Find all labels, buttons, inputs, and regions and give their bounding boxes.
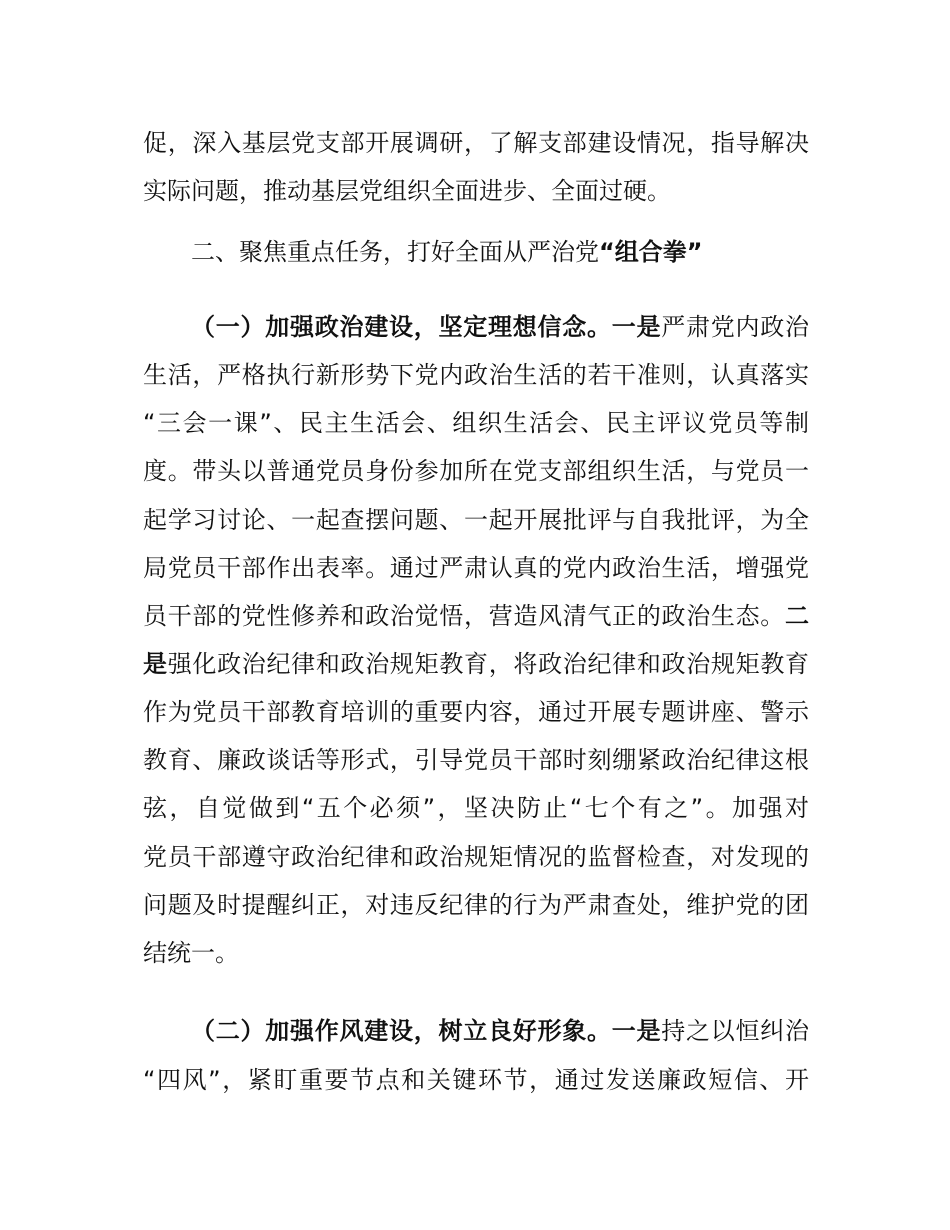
section-heading [191, 235, 809, 269]
paragraph-line: 问题及时提醒纠正，对违反纪律的行为严肃查处，维护党的团 [143, 891, 809, 919]
paragraph-text: 严肃党内政治 [661, 313, 809, 341]
paragraph-line: 生活，严格执行新形势下党内政治生活的若干准则，认真落实 [143, 361, 809, 389]
paragraph-line: “四风”，紧盯重要节点和关键环节，通过发送廉政短信、开 [143, 1066, 809, 1094]
paragraph-line [143, 647, 809, 681]
paragraph-line: 作为党员干部教育培训的重要内容，通过开展专题讲座、警示 [143, 698, 809, 726]
paragraph-line: 局党员干部作出表率。通过严肃认真的党内政治生活，增强党 [143, 554, 809, 582]
paragraph-line: 度。带头以普通党员身份参加所在党支部组织生活，与党员一 [143, 457, 809, 485]
paragraph-line: 促，深入基层党支部开展调研，了解支部建设情况，指导解决 [143, 129, 809, 157]
paragraph-line: 结统一。 [143, 939, 239, 967]
section-heading-text: 二、聚焦重点任务，打好全面从严治党 [191, 238, 599, 266]
subsection-title-line [191, 310, 809, 344]
section-heading-emphasis: “组合拳” [599, 238, 703, 266]
subsection-title: （一）加强政治建设，坚定理想信念。 [191, 313, 612, 341]
paragraph-text: 强化政治纪律和政治规矩教育，将政治纪律和政治规矩教育 [167, 650, 809, 678]
paragraph-line: 起学习讨论、一起查摆问题、一起开展批评与自我批评，为全 [143, 506, 809, 534]
paragraph-line: 教育、廉政谈话等形式，引导党员干部时刻绷紧政治纪律这根 [143, 746, 809, 774]
item-marker: 二 [785, 602, 809, 630]
subsection-title-line [191, 1014, 809, 1048]
item-marker: 一是 [611, 1017, 662, 1045]
paragraph-text: 持之以恒纠治 [661, 1017, 809, 1045]
paragraph-line [143, 599, 809, 633]
paragraph-line: 实际问题，推动基层党组织全面进步、全面过硬。 [143, 177, 671, 205]
paragraph-text: 员干部的党性修养和政治觉悟，营造风清气正的政治生态。 [143, 602, 785, 630]
paragraph-line: 党员干部遵守政治纪律和政治规矩情况的监督检查，对发现的 [143, 843, 809, 871]
paragraph-line: 弦，自觉做到“五个必须”，坚决防止“七个有之”。加强对 [143, 794, 809, 822]
item-marker: 一是 [611, 313, 662, 341]
paragraph-line: “三会一课”、民主生活会、组织生活会、民主评议党员等制 [143, 409, 809, 437]
subsection-title: （二）加强作风建设，树立良好形象。 [191, 1017, 612, 1045]
item-marker: 是 [143, 650, 168, 678]
